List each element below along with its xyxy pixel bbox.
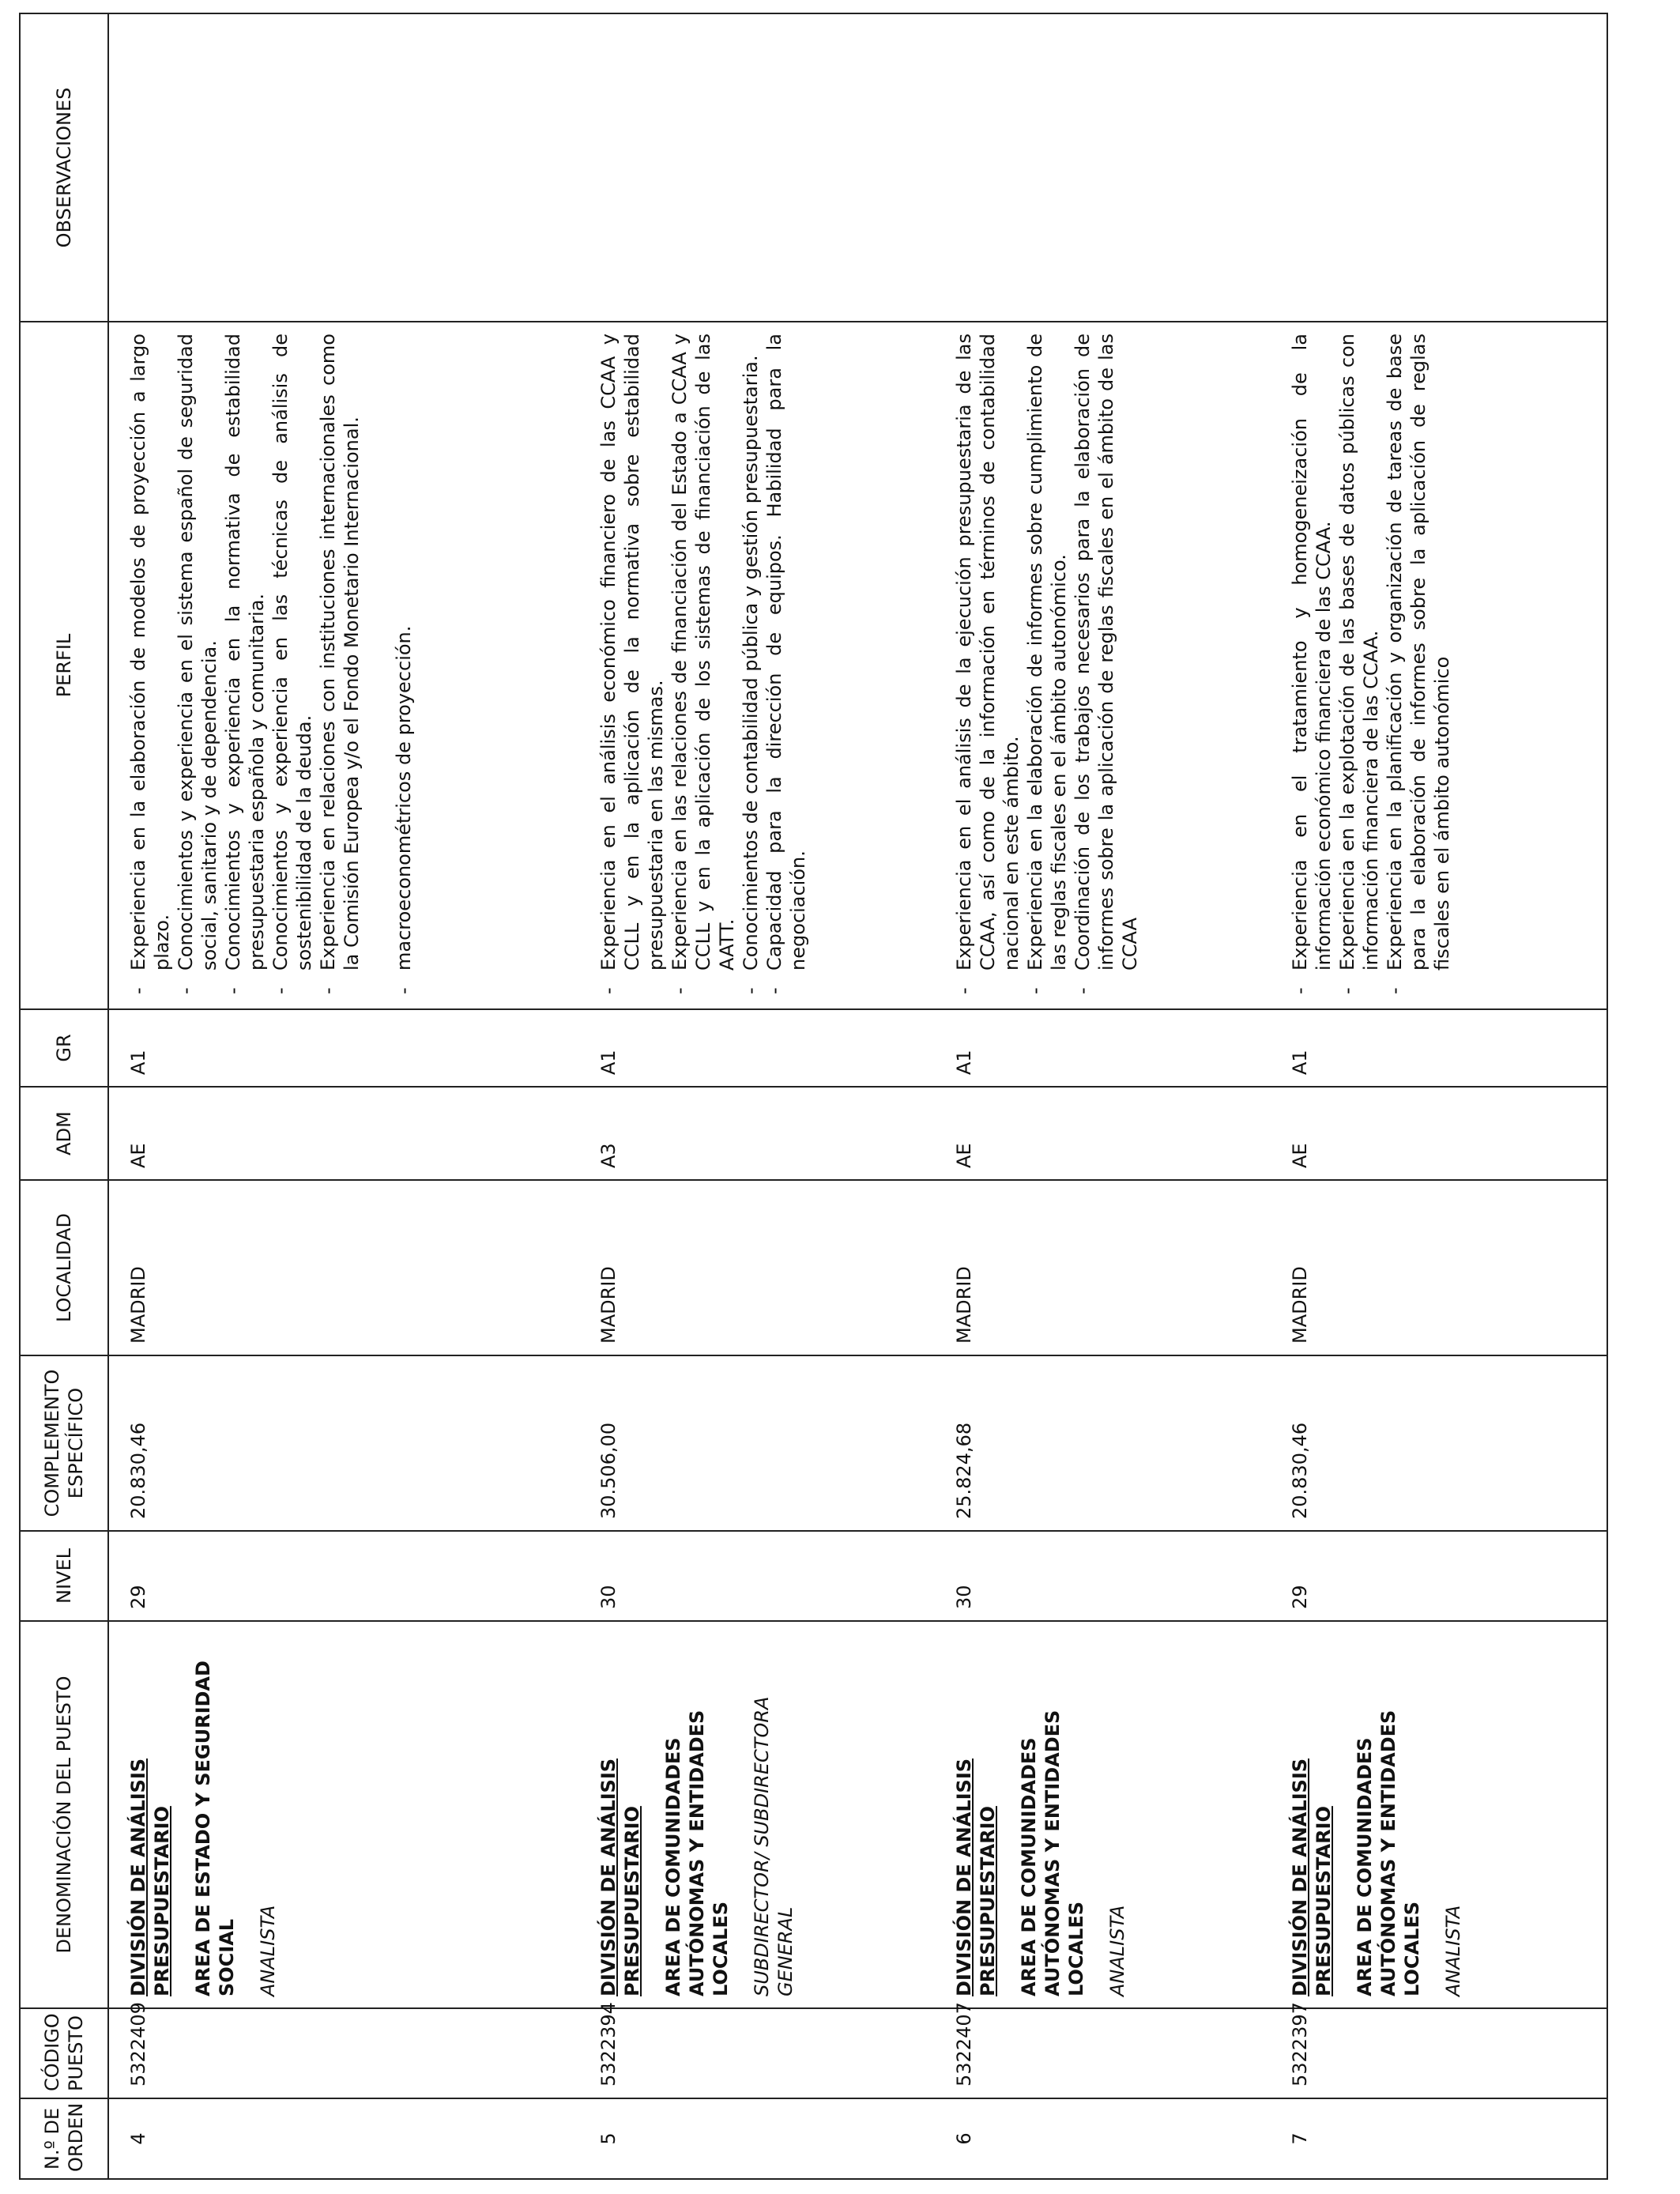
header-observaciones: OBSERVACIONES [20, 13, 108, 322]
perfil-item: - Experiencia en el tratamiento y homogeneización de la información económico financiera de las CCAA. [1288, 334, 1335, 997]
rotated-document-page [19, 14, 1599, 2180]
perfil-list [126, 334, 416, 997]
cell-gr: A1 [108, 1009, 579, 1087]
perfil-item: - Experiencia en el análisis de la ejecución presupuestaria de las CCAA, así como de la información en términos de contabilidad nacional en este ámbito. [952, 334, 1023, 997]
position-title: ANALISTA [257, 1905, 279, 1996]
table-row [935, 13, 1271, 2179]
cell-perfil [579, 322, 935, 1009]
area-title: AREA DE COMUNIDADES AUTÓNOMAS Y ENTIDADES LOCALES [1354, 1710, 1423, 1996]
table-row [1271, 13, 1607, 2179]
perfil-item: - Coordinación de los trabajos necesarios para la elaboración de informes sobre la aplicación de reglas fiscales en el ámbito de las CCAA [1071, 334, 1142, 997]
position-title: ANALISTA [1442, 1905, 1464, 1996]
cell-codigo: 5322409 [108, 2008, 579, 2098]
cell-localidad: MADRID [108, 1180, 579, 1355]
cell-orden: 7 [1271, 2098, 1607, 2179]
cell-nivel: 29 [1271, 1531, 1607, 1621]
perfil-item: - Conocimientos y experiencia en la normativa de estabilidad presupuestaria española y comunitaria. [221, 334, 269, 997]
cell-orden: 4 [108, 2098, 579, 2179]
cell-gr: A1 [1271, 1009, 1607, 1087]
division-title: DIVISIÓN DE ANÁLISIS PRESUPUESTARIO [597, 1758, 643, 1996]
cell-localidad: MADRID [579, 1180, 935, 1355]
cell-nivel: 29 [108, 1531, 579, 1621]
table-header-row [20, 13, 108, 2179]
perfil-list [952, 334, 1142, 997]
perfil-item: - Conocimientos y experiencia en las técnicas de análisis de sostenibilidad de la deuda. [269, 334, 316, 997]
cell-perfil [108, 322, 579, 1009]
cell-denominacion [579, 1621, 935, 2008]
header-complemento: COMPLEMENTO ESPECÍFICO [20, 1355, 108, 1531]
cell-perfil [935, 322, 1271, 1009]
cell-gr: A1 [579, 1009, 935, 1087]
cell-complemento: 20.830,46 [1271, 1355, 1607, 1531]
header-adm: ADM [20, 1087, 108, 1180]
cell-gr: A1 [935, 1009, 1271, 1087]
perfil-list [1288, 334, 1454, 997]
cell-codigo: 5322394 [579, 2008, 935, 2098]
cell-adm: AE [108, 1087, 579, 1180]
cell-adm: AE [935, 1087, 1271, 1180]
cell-orden: 6 [935, 2098, 1271, 2179]
perfil-item: - Experiencia en la explotación de las bases de datos públicas con información financiera de las CCAA. [1335, 334, 1383, 997]
position-title: SUBDIRECTOR/ SUBDIRECTORA GENERAL [751, 1696, 797, 1996]
job-positions-table [19, 13, 1608, 2180]
perfil-item: - Conocimientos de contabilidad pública y gestión presupuestaria. [739, 334, 763, 997]
cell-denominacion [935, 1621, 1271, 2008]
cell-observaciones [579, 13, 935, 322]
cell-complemento: 30.506,00 [579, 1355, 935, 1531]
perfil-list [597, 334, 810, 997]
cell-observaciones [935, 13, 1271, 322]
header-orden: N.º DE ORDEN [20, 2098, 108, 2179]
header-perfil: PERFIL [20, 322, 108, 1009]
cell-codigo: 5322397 [1271, 2008, 1607, 2098]
division-title: DIVISIÓN DE ANÁLISIS PRESUPUESTARIO [1289, 1758, 1335, 1996]
cell-codigo: 5322407 [935, 2008, 1271, 2098]
cell-perfil [1271, 322, 1607, 1009]
area-title: AREA DE COMUNIDADES AUTÓNOMAS Y ENTIDADES LOCALES [662, 1710, 732, 1996]
cell-observaciones [108, 13, 579, 322]
division-title: DIVISIÓN DE ANÁLISIS PRESUPUESTARIO [127, 1758, 173, 1996]
cell-nivel: 30 [579, 1531, 935, 1621]
cell-localidad: MADRID [1271, 1180, 1607, 1355]
cell-adm: A3 [579, 1087, 935, 1180]
area-title: AREA DE COMUNIDADES AUTÓNOMAS Y ENTIDADES LOCALES [1018, 1710, 1087, 1996]
perfil-item: - Experiencia en el análisis económico financiero de las CCAA y CCLL y en la aplicación de la normativa sobre estabilidad presupuestaria en las mismas. [597, 334, 668, 997]
table-row [108, 13, 579, 2179]
perfil-item: - Experiencia en la elaboración de modelos de proyección a largo plazo. [126, 334, 174, 997]
perfil-item: - Experiencia en las relaciones de financiación del Estado a CCAA y CCLL y en la aplicación de los sistemas de financiación de las AATT. [668, 334, 739, 997]
cell-nivel: 30 [935, 1531, 1271, 1621]
cell-observaciones [1271, 13, 1607, 322]
cell-adm: AE [1271, 1087, 1607, 1180]
perfil-item: - Experiencia en la elaboración de informes sobre cumplimiento de las reglas fiscales en el ámbito autonómico. [1023, 334, 1071, 997]
cell-denominacion [108, 1621, 579, 2008]
header-gr: GR [20, 1009, 108, 1087]
header-codigo: CÓDIGO PUESTO [20, 2008, 108, 2098]
perfil-item: - Experiencia en relaciones con instituciones internacionales como la Comisión Europea y/o el Fondo Monetario Internacional. [316, 334, 363, 997]
cell-denominacion [1271, 1621, 1607, 2008]
perfil-item: - Conocimientos y experiencia en el sistema español de seguridad social, sanitario y de dependencia. [174, 334, 221, 997]
cell-complemento: 20.830,46 [108, 1355, 579, 1531]
perfil-item: - Capacidad para la dirección de equipos. Habilidad para la negociación. [763, 334, 810, 997]
position-title: ANALISTA [1106, 1905, 1128, 1996]
area-title: AREA DE ESTADO Y SEGURIDAD SOCIAL [192, 1661, 238, 1996]
cell-complemento: 25.824,68 [935, 1355, 1271, 1531]
table-row [579, 13, 935, 2179]
header-nivel: NIVEL [20, 1531, 108, 1621]
cell-localidad: MADRID [935, 1180, 1271, 1355]
perfil-item: - Experiencia en la planificación y organización de tareas de base para la elaboración de informes sobre la aplicación de reglas fiscales en el ámbito autonómico [1383, 334, 1454, 997]
division-title: DIVISIÓN DE ANÁLISIS PRESUPUESTARIO [953, 1758, 999, 1996]
header-localidad: LOCALIDAD [20, 1180, 108, 1355]
header-denominacion: DENOMINACIÓN DEL PUESTO [20, 1621, 108, 2008]
perfil-item: - macroeconométricos de proyección. [392, 334, 416, 997]
cell-orden: 5 [579, 2098, 935, 2179]
